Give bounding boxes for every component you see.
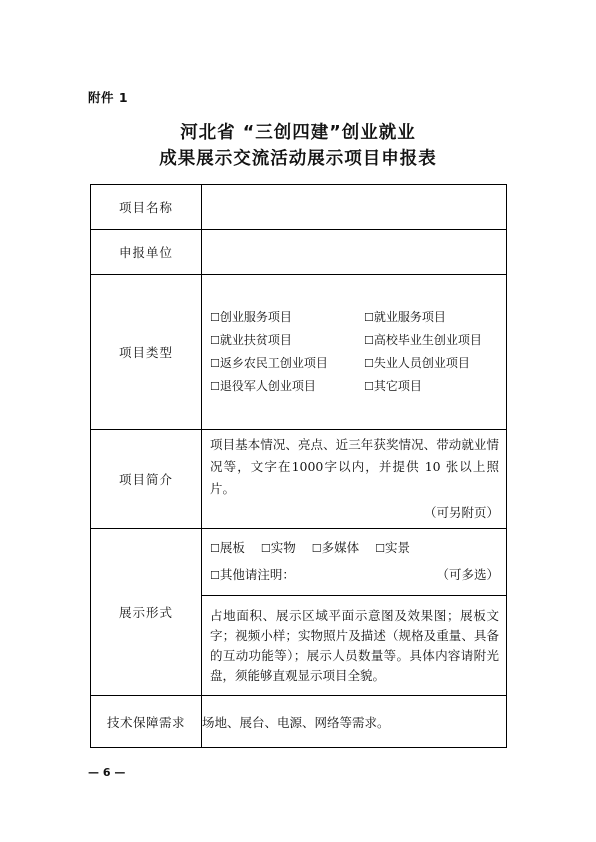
type-option-returning-migrant[interactable]: ☐返乡农民工创业项目 — [210, 356, 328, 370]
checkbox-icon[interactable]: ☐ — [375, 542, 385, 555]
type-option-veteran-startup[interactable]: ☐退役军人创业项目 — [210, 379, 316, 393]
type-option-other[interactable]: ☐其它项目 — [364, 379, 422, 393]
checkbox-icon[interactable]: ☐ — [210, 542, 220, 555]
checkbox-icon[interactable]: ☐ — [210, 311, 220, 324]
type-option-employment-service[interactable]: ☐就业服务项目 — [364, 310, 446, 324]
applicant-label: 申报单位 — [91, 230, 202, 275]
display-other-row — [210, 562, 499, 589]
applicant-field[interactable] — [202, 230, 507, 275]
row-project-name — [91, 185, 507, 230]
display-options — [202, 529, 506, 595]
page-number: — 6 — — [88, 766, 126, 779]
type-option-unemployed-startup[interactable]: ☐失业人员创业项目 — [364, 356, 470, 370]
application-form-table — [90, 184, 507, 748]
project-type-cell — [202, 275, 507, 430]
row-project-type — [91, 275, 507, 430]
project-type-label: 项目类型 — [91, 275, 202, 430]
checkbox-icon[interactable]: ☐ — [311, 542, 322, 555]
row-applicant — [91, 230, 507, 275]
display-options-cell — [202, 529, 507, 596]
row-tech — [91, 696, 507, 748]
type-option-startup-service[interactable]: ☐创业服务项目 — [210, 310, 292, 324]
summary-label: 项目简介 — [91, 430, 202, 529]
display-options-row — [210, 535, 499, 562]
display-option-object[interactable]: ☐实物 — [260, 540, 296, 555]
row-display-top — [91, 529, 507, 596]
type-option-poverty-alleviation[interactable]: ☐就业扶贫项目 — [210, 333, 292, 347]
checkbox-icon[interactable]: ☐ — [364, 311, 374, 324]
display-label: 展示形式 — [91, 529, 202, 696]
checkbox-icon[interactable]: ☐ — [210, 380, 220, 393]
project-name-label: 项目名称 — [91, 185, 202, 230]
display-detail-cell[interactable] — [202, 596, 507, 696]
type-option-graduate-startup[interactable]: ☐高校毕业生创业项目 — [364, 333, 482, 347]
tech-field[interactable]: 场地、展台、电源、网络等需求。 — [202, 696, 507, 748]
summary-text: 项目基本情况、亮点、近三年获奖情况、带动就业情况等，文字在1000字以内，并提供 10 张以上照片。 — [210, 437, 499, 496]
checkbox-icon[interactable]: ☐ — [210, 357, 220, 370]
project-name-field[interactable] — [202, 185, 507, 230]
checkbox-icon[interactable]: ☐ — [210, 569, 220, 582]
display-detail-text: 占地面积、展示区域平面示意图及效果图；展板文字；视频小样；实物照片及描述（规格及重量、具备的互动功能等）；展示人员数量等。具体内容请附光盘，须能够直观显示项目全貌。 — [210, 607, 499, 683]
display-option-board[interactable]: ☐展板 — [210, 540, 245, 555]
checkbox-icon[interactable]: ☐ — [364, 380, 374, 393]
display-option-other[interactable]: ☐其他请注明： — [210, 567, 295, 582]
summary-cell[interactable] — [202, 430, 507, 529]
display-option-multimedia[interactable]: ☐多媒体 — [311, 540, 360, 555]
project-type-options — [202, 309, 506, 395]
attachment-label: 附件 1 — [88, 90, 129, 105]
checkbox-icon[interactable]: ☐ — [260, 542, 271, 555]
tech-label: 技术保障需求 — [91, 696, 202, 748]
checkbox-icon[interactable]: ☐ — [364, 357, 374, 370]
summary-note: （可另附页） — [423, 505, 499, 520]
checkbox-icon[interactable]: ☐ — [364, 334, 374, 347]
display-multi-note: （可多选） — [436, 567, 499, 582]
title-line-1: 河北省 “三创四建”创业就业 — [180, 123, 416, 143]
display-option-live-scene[interactable]: ☐实景 — [375, 540, 411, 555]
checkbox-icon[interactable]: ☐ — [210, 334, 220, 347]
row-summary — [91, 430, 507, 529]
title-line-2: 成果展示交流活动展示项目申报表 — [159, 149, 437, 169]
